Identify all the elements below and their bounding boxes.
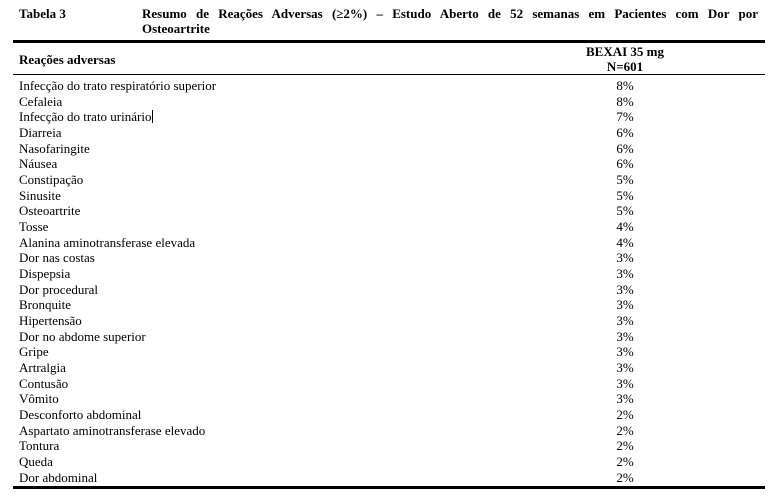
- reaction-name-text: Infecção do trato urinário: [19, 109, 152, 125]
- table-row: [0, 391, 776, 407]
- reaction-name-text: Dor nas costas: [19, 250, 95, 266]
- table-title: Resumo de Reações Adversas (≥2%) – Estudo Aberto de 52 semanas em Pacientes com Dor por Osteoartrite: [142, 6, 758, 36]
- table-row: [0, 344, 776, 360]
- table-row: [0, 407, 776, 423]
- reaction-percentage: 8%: [616, 93, 634, 109]
- reaction-name-text: Cefaleia: [19, 93, 63, 109]
- reaction-name: [19, 344, 49, 360]
- reaction-name-text: Osteoartrite: [19, 203, 81, 219]
- table-row: [0, 454, 776, 470]
- reaction-name-text: Alanina aminotransferase elevada: [19, 234, 196, 250]
- reaction-percentage: 3%: [616, 313, 634, 329]
- reaction-name: [19, 235, 195, 251]
- table-row: [0, 203, 776, 219]
- reaction-percentage: 5%: [616, 203, 634, 219]
- reaction-percentage: 3%: [616, 391, 634, 407]
- table-row: [0, 219, 776, 235]
- reaction-name-text: Aspartato aminotransferase elevado: [19, 422, 206, 438]
- reaction-name: [19, 156, 57, 172]
- reaction-name-text: Tosse: [19, 219, 49, 235]
- reaction-name: [19, 438, 59, 454]
- reaction-name-text: Gripe: [19, 344, 49, 360]
- table-row: [0, 282, 776, 298]
- table-row: [0, 250, 776, 266]
- reaction-name: [19, 360, 66, 376]
- reaction-name-text: Bronquite: [19, 297, 71, 313]
- table-label: Tabela 3: [19, 6, 66, 21]
- table-row: [0, 329, 776, 345]
- reaction-name-text: Dor procedural: [19, 281, 99, 297]
- reaction-name: [19, 376, 68, 392]
- column-header-drug-name: BEXAI 35 mg: [585, 44, 664, 59]
- reaction-name-text: Náusea: [19, 156, 58, 172]
- reaction-name: [19, 313, 82, 329]
- text-cursor: [152, 110, 153, 123]
- reaction-name: [19, 297, 71, 313]
- table-row: [0, 313, 776, 329]
- table-body: [0, 78, 776, 485]
- column-header-sample-size: N=601: [606, 59, 644, 74]
- table-row: [0, 125, 776, 141]
- table-row: [0, 188, 776, 204]
- table-row: [0, 235, 776, 251]
- table-row: [0, 78, 776, 94]
- reaction-name-text: Vômito: [19, 391, 59, 407]
- reaction-name-text: Contusão: [19, 375, 69, 391]
- reaction-percentage: 3%: [616, 328, 634, 344]
- table-row: [0, 423, 776, 439]
- reaction-name-text: Queda: [19, 454, 53, 470]
- table-row: [0, 156, 776, 172]
- reaction-name: [19, 203, 80, 219]
- reaction-name: [19, 423, 205, 439]
- reaction-percentage: 2%: [616, 469, 634, 485]
- table-top-rule: [13, 40, 765, 43]
- reaction-name: [19, 78, 216, 94]
- table-row: [0, 141, 776, 157]
- table-row: [0, 297, 776, 313]
- reaction-name-text: Diarreia: [19, 125, 62, 141]
- reaction-percentage: 8%: [616, 78, 634, 93]
- reaction-percentage: 5%: [616, 172, 634, 188]
- reaction-name-text: Desconforto abdominal: [19, 407, 142, 423]
- reaction-percentage: 3%: [616, 360, 634, 376]
- reaction-name: [19, 329, 146, 345]
- reaction-name: [19, 282, 98, 298]
- reaction-name: [19, 391, 59, 407]
- reaction-percentage: 3%: [616, 297, 634, 313]
- reaction-name: [19, 94, 62, 110]
- column-header-drug: [545, 44, 705, 74]
- reaction-percentage: 6%: [616, 156, 634, 172]
- reaction-name: [19, 172, 83, 188]
- reaction-name-text: Infecção do trato respiratório superior: [19, 78, 217, 93]
- reaction-name-text: Sinusite: [19, 187, 61, 203]
- reaction-name-text: Hipertensão: [19, 313, 82, 329]
- reaction-name: [19, 470, 97, 486]
- reaction-percentage: 6%: [616, 125, 634, 141]
- reaction-percentage: 5%: [616, 187, 634, 203]
- reaction-percentage: 3%: [616, 266, 634, 282]
- reaction-percentage: 2%: [616, 422, 634, 438]
- reaction-name: [19, 109, 153, 125]
- reaction-name-text: Dor abdominal: [19, 469, 98, 485]
- reaction-percentage: 6%: [616, 140, 634, 156]
- table-row: [0, 109, 776, 125]
- reaction-percentage: 3%: [616, 250, 634, 266]
- reaction-name: [19, 219, 48, 235]
- table-row: [0, 376, 776, 392]
- reaction-percentage: 3%: [616, 375, 634, 391]
- reaction-name-text: Dispepsia: [19, 266, 71, 282]
- reaction-name-text: Constipação: [19, 172, 84, 188]
- column-header-reactions: Reações adversas: [19, 52, 116, 67]
- reaction-name: [19, 266, 70, 282]
- table-row: [0, 172, 776, 188]
- reaction-name: [19, 125, 62, 141]
- reaction-name-text: Tontura: [19, 438, 60, 454]
- table-header-rule: [13, 74, 765, 75]
- reaction-percentage: 4%: [616, 234, 634, 250]
- reaction-percentage: 2%: [616, 407, 634, 423]
- reaction-name-text: Dor no abdome superior: [19, 328, 146, 344]
- reaction-name: [19, 454, 53, 470]
- reaction-name: [19, 188, 61, 204]
- table-row: [0, 360, 776, 376]
- reaction-name: [19, 250, 95, 266]
- reaction-name: [19, 141, 90, 157]
- table-row: [0, 266, 776, 282]
- table-bottom-rule: [13, 486, 765, 489]
- reaction-name: [19, 407, 141, 423]
- reaction-percentage: 3%: [616, 281, 634, 297]
- reaction-percentage: 7%: [616, 109, 634, 125]
- table-row: [0, 470, 776, 486]
- reaction-name-text: Nasofaringite: [19, 140, 90, 156]
- reaction-percentage: 4%: [616, 219, 634, 235]
- reaction-percentage: 2%: [616, 454, 634, 470]
- reaction-percentage: 2%: [616, 438, 634, 454]
- table-row: [0, 94, 776, 110]
- reaction-name-text: Artralgia: [19, 360, 66, 376]
- reaction-percentage: 3%: [616, 344, 634, 360]
- table-row: [0, 438, 776, 454]
